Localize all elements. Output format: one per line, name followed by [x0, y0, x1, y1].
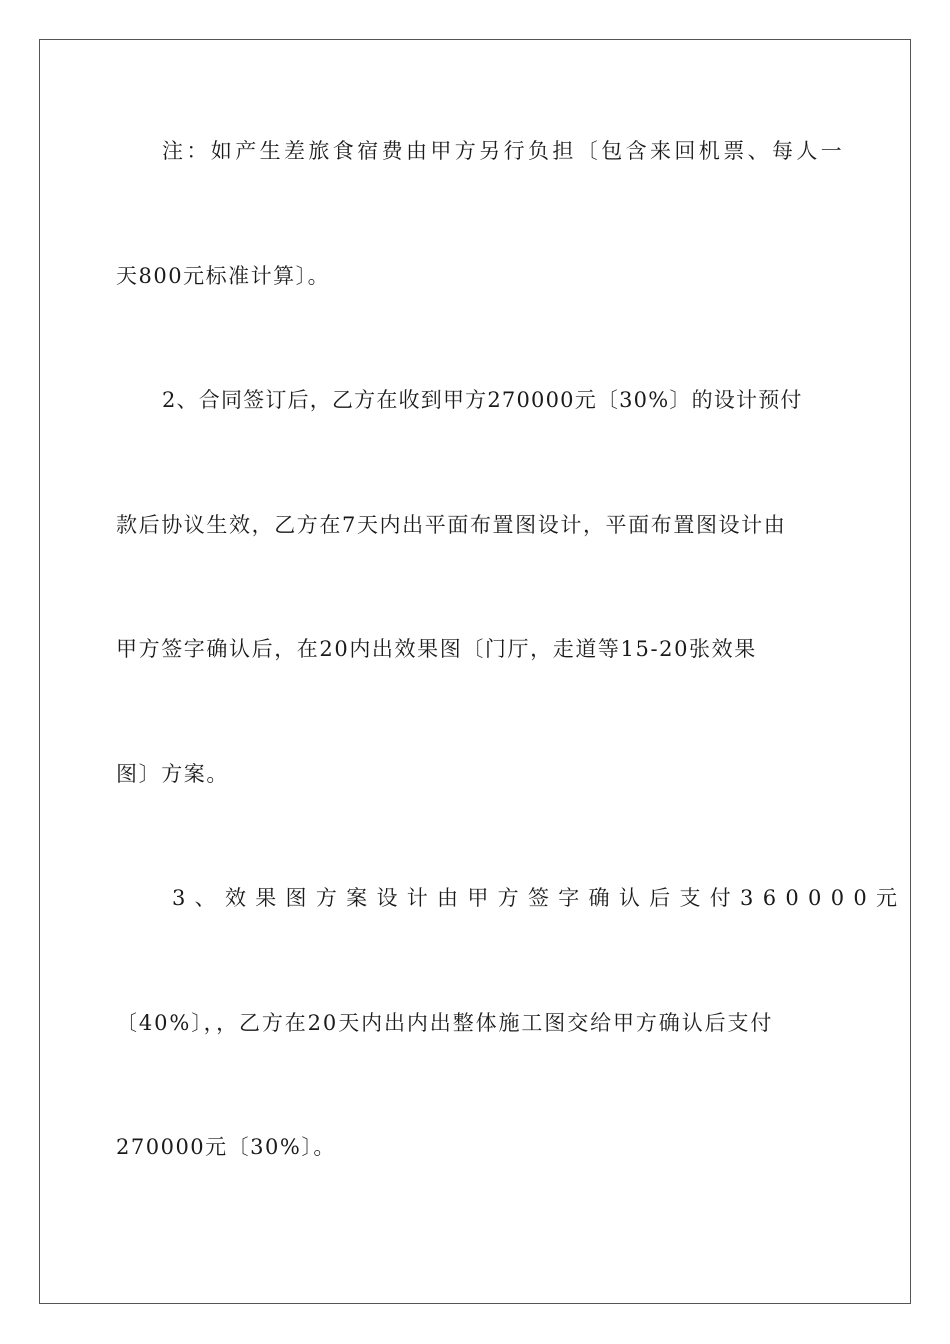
- clause-3-line-1: 3、效果图方案设计由甲方签字确认后支付360000元: [172, 886, 907, 910]
- clause-2-line-1: 2、合同签订后，乙方在收到甲方270000元〔30%〕的设计预付: [162, 388, 803, 412]
- note-line-1: 注：如产生差旅食宿费由甲方另行负担〔包含来回机票、每人一: [162, 139, 846, 163]
- page-border: [39, 39, 911, 1304]
- clause-2-line-4: 图〕方案。: [116, 762, 229, 786]
- clause-2-line-2: 款后协议生效，乙方在7天内出平面布置图设计，平面布置图设计由: [116, 513, 787, 537]
- clause-2-line-3: 甲方签字确认后，在20内出效果图〔门厅，走道等15-20张效果: [116, 637, 757, 661]
- clause-3-line-2: 〔40%〕，，乙方在20天内出内出整体施工图交给甲方确认后支付: [116, 1011, 774, 1035]
- note-line-2: 天800元标准计算〕。: [116, 264, 331, 288]
- clause-3-line-3: 270000元〔30%〕。: [116, 1135, 336, 1159]
